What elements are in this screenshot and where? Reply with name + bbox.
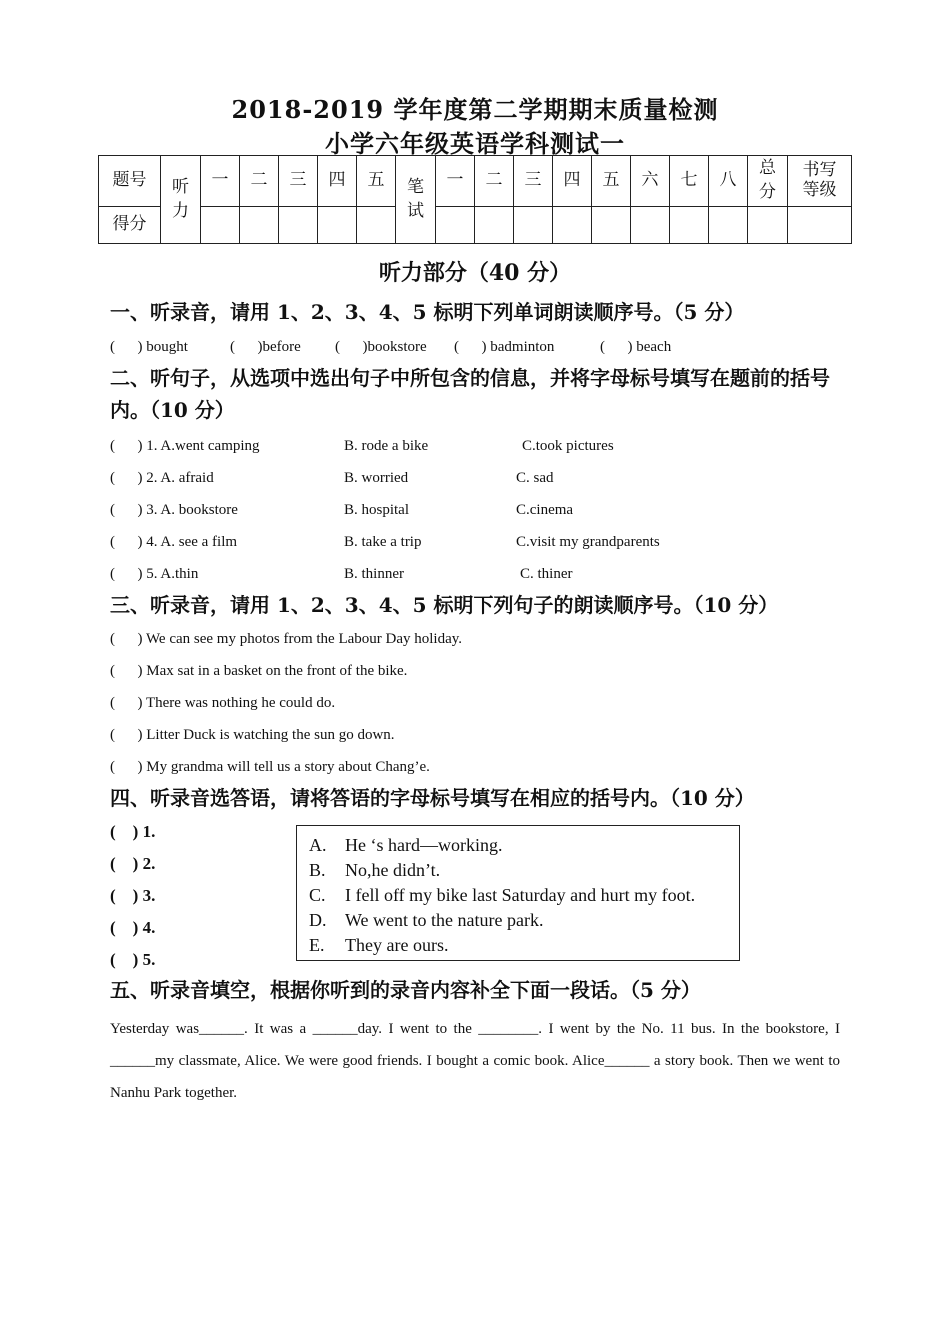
q4-option-b: B. No,he didn’t. [309,860,441,880]
q4-option-a: A. He ‘s hard—working. [309,835,503,855]
score-cell[interactable] [592,207,631,244]
q2-row-3-c: C.cinema [516,502,574,518]
q1-item: ( )bookstore [335,339,427,355]
q4-item: ( ) 5. [110,950,156,969]
q4-item: ( ) 2. [110,854,156,873]
q2-row-4-c: C.visit my grandparents [516,534,660,550]
q2-heading: 二、听句子，从选项中选出句子中所包含的信息，并将字母标号填写在题前的括号内。（10 分） [110,366,830,422]
score-cell[interactable] [318,207,357,244]
score-cell[interactable] [357,207,396,244]
q2-row-2-c: C. sad [516,470,554,486]
q2-row-2-b: B. worried [344,470,409,486]
total-label: 总 分 [748,156,788,207]
q1-heading: 一、听录音，请用 1、2、3、4、5 标明下列单词朗读顺序号。（5 分） [110,300,745,324]
q5-heading: 五、听录音填空，根据你听到的录音内容补全下面一段话。（5 分） [110,978,701,1002]
listening-col-5: 五 [357,156,396,207]
score-cell[interactable] [475,207,514,244]
q5-paragraph: Yesterday was______. It was a ______day. I went to the ________. I went by the No. 11 bus. In the bookstore, I ______my classmate, Alice. We were good friends. I bought a comic book. Alice______ a story book. Then we went to Nanhu Park together. [110,1021,840,1101]
q4-item: ( ) 1. [110,822,156,841]
q3-item: ( ) We can see my photos from the Labour Day holiday. [110,631,463,647]
q1-item: ( ) bought [110,339,188,355]
q4-option-c: C. I fell off my bike last Saturday and hurt my foot. [309,885,696,905]
exam-subtitle: 小学六年级英语学科测试一 [325,129,625,158]
row-label-question-number: 题号 [99,156,161,207]
q2-row-4-b: B. take a trip [344,534,422,550]
q2-row-4-a: ( ) 4. A. see a film [110,534,238,550]
q3-item: ( ) There was nothing he could do. [110,695,336,711]
writing-grade-label: 书写 等级 [788,156,852,207]
q2-row-5-b: B. thinner [344,566,404,582]
listening-col-2: 二 [240,156,279,207]
score-cell[interactable] [553,207,592,244]
score-cell[interactable] [279,207,318,244]
q3-item: ( ) My grandma will tell us a story about Chang’e. [110,759,430,775]
score-cell[interactable] [709,207,748,244]
q2-row-1-c: C.took pictures [522,438,614,454]
score-cell[interactable] [670,207,709,244]
listening-col-3: 三 [279,156,318,207]
written-col-7: 七 [670,156,709,207]
row-label-score: 得分 [99,207,161,244]
q3-item: ( ) Max sat in a basket on the front of the bike. [110,663,408,679]
score-table [98,155,852,244]
q2-row-1-a: ( ) 1. A.went camping [110,438,260,454]
score-cell[interactable] [201,207,240,244]
listening-col-1: 一 [201,156,240,207]
q4-item: ( ) 3. [110,886,156,905]
q2-row-5-a: ( ) 5. A.thin [110,566,199,582]
written-col-8: 八 [709,156,748,207]
written-col-4: 四 [553,156,592,207]
q3-item: ( ) Litter Duck is watching the sun go down. [110,727,395,743]
q2-row-3-b: B. hospital [344,502,410,518]
q2-row-5-c: C. thiner [520,566,573,582]
q1-item: ( ) beach [600,339,672,355]
listening-col-4: 四 [318,156,357,207]
listening-label: 听 力 [161,156,201,244]
written-col-2: 二 [475,156,514,207]
q1-item: ( ) badminton [454,339,555,355]
score-cell[interactable] [514,207,553,244]
q4-option-e: E. They are ours. [309,935,449,955]
score-cell[interactable] [788,207,852,244]
written-col-1: 一 [436,156,475,207]
q2-row-3-a: ( ) 3. A. bookstore [110,502,238,518]
written-label: 笔 试 [396,156,436,244]
q1-item: ( )before [230,339,301,355]
score-cell[interactable] [631,207,670,244]
score-cell[interactable] [436,207,475,244]
q2-row-1-b: B. rode a bike [344,438,429,454]
written-col-3: 三 [514,156,553,207]
q4-heading: 四、听录音选答语，请将答语的字母标号填写在相应的括号内。（10 分） [110,786,755,810]
q4-options-box [296,825,740,961]
written-col-5: 五 [592,156,631,207]
q4-item: ( ) 4. [110,918,156,937]
section-title: 听力部分（40 分） [378,260,572,286]
score-cell[interactable] [748,207,788,244]
score-cell[interactable] [240,207,279,244]
exam-title: 2018-2019 学年度第二学期期末质量检测 [231,95,719,124]
q2-row-2-a: ( ) 2. A. afraid [110,470,214,486]
q4-option-d: D. We went to the nature park. [309,910,544,930]
q3-heading: 三、听录音，请用 1、2、3、4、5 标明下列句子的朗读顺序号。（10 分） [110,593,779,617]
written-col-6: 六 [631,156,670,207]
